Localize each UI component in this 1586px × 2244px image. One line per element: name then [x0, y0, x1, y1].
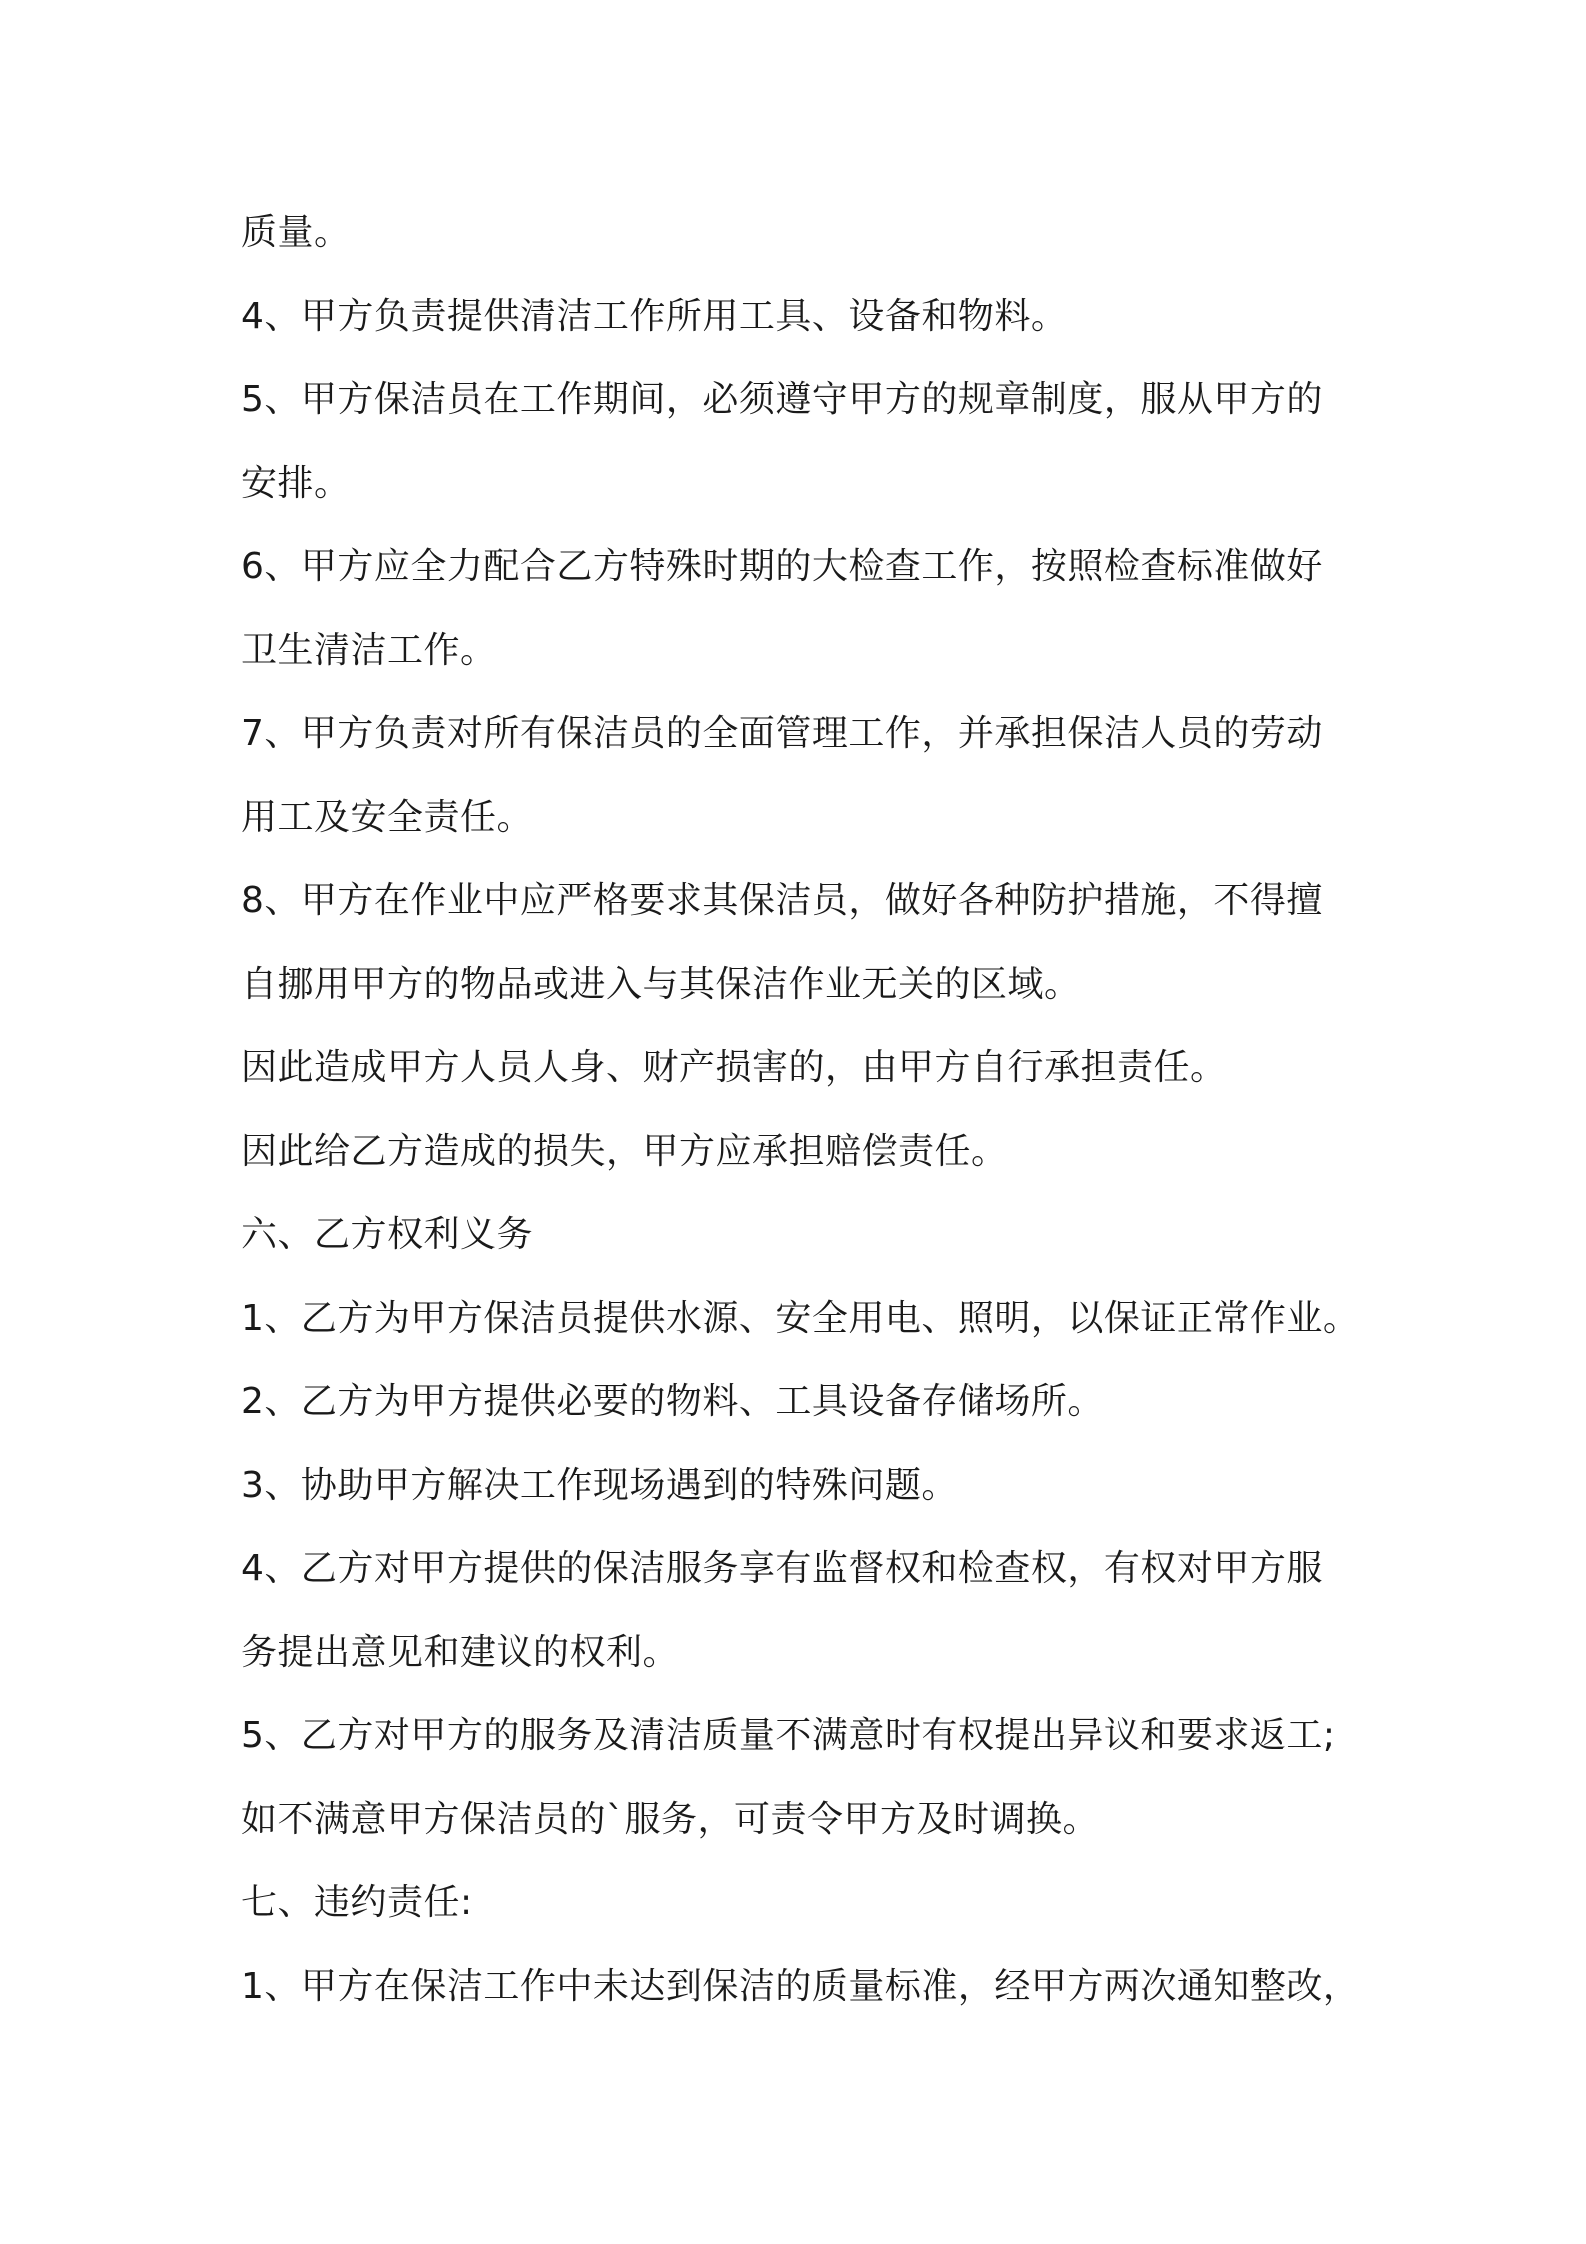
section-heading: 六、乙方权利义务 — [241, 1214, 534, 1255]
text-line: 2、乙方为甲方提供必要的物料、工具设备存储场所。 — [241, 1381, 1104, 1422]
text-line: 如不满意甲方保洁员的`服务，可责令甲方及时调换。 — [241, 1798, 1100, 1840]
text-line: 自挪用甲方的物品或进入与其保洁作业无关的区域。 — [241, 963, 1081, 1005]
text-line: 8、甲方在作业中应严格要求其保洁员，做好各种防护措施，不得擅 — [241, 880, 1323, 921]
text-line: 7、甲方负责对所有保洁员的全面管理工作，并承担保洁人员的劳动 — [241, 713, 1323, 754]
text-line: 1、甲方在保洁工作中未达到保洁的质量标准，经甲方两次通知整改， — [241, 1965, 1360, 2007]
text-line: 5、甲方保洁员在工作期间，必须遵守甲方的规章制度，服从甲方的 — [241, 379, 1323, 420]
text-line: 6、甲方应全力配合乙方特殊时期的大检查工作，按照检查标准做好 — [241, 546, 1323, 587]
text-line: 卫生清洁工作。 — [241, 629, 497, 671]
document-body — [241, 191, 1371, 2028]
text-line: 3、协助甲方解决工作现场遇到的特殊问题。 — [241, 1464, 958, 1506]
text-line: 安排。 — [241, 462, 351, 504]
text-line: 务提出意见和建议的权利。 — [241, 1631, 680, 1673]
text-line: 因此造成甲方人员人身、财产损害的，由甲方自行承担责任。 — [241, 1047, 1227, 1088]
text-line: 用工及安全责任。 — [241, 796, 534, 838]
text-line: 质量。 — [241, 212, 351, 253]
text-line: 4、甲方负责提供清洁工作所用工具、设备和物料。 — [241, 295, 1068, 337]
text-line: 因此给乙方造成的损失，甲方应承担赔偿责任。 — [241, 1130, 1008, 1172]
text-line: 5、乙方对甲方的服务及清洁质量不满意时有权提出异议和要求返工; — [241, 1715, 1336, 1756]
section-heading: 七、违约责任: — [241, 1882, 473, 1923]
text-line: 4、乙方对甲方提供的保洁服务享有监督权和检查权，有权对甲方服 — [241, 1548, 1323, 1589]
text-line: 1、乙方为甲方保洁员提供水源、安全用电、照明，以保证正常作业。 — [241, 1297, 1360, 1339]
